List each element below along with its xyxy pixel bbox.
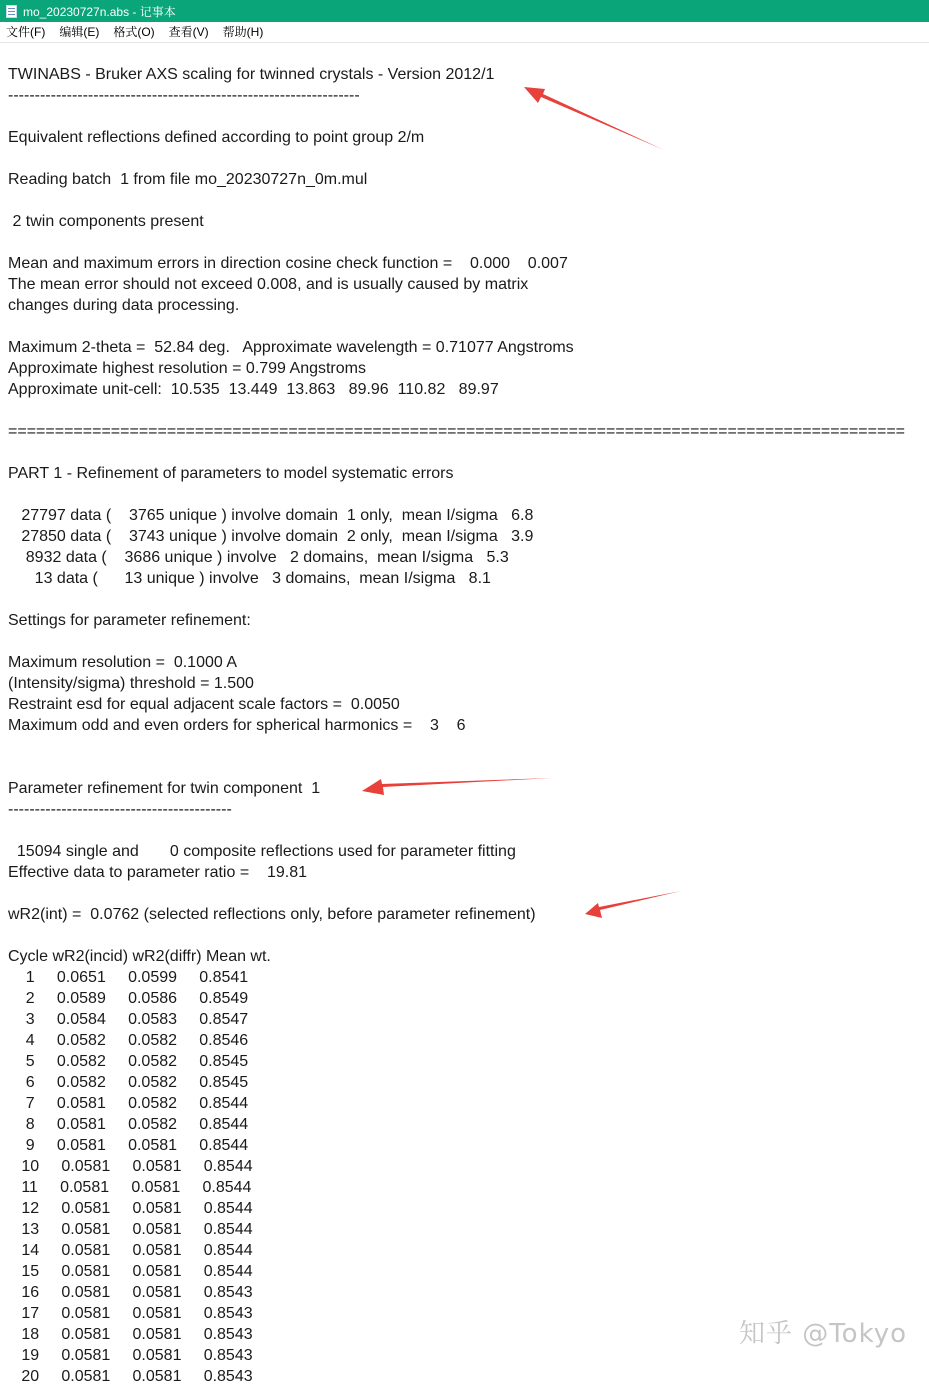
text-line: 13 0.0581 0.0581 0.8544 bbox=[8, 1221, 253, 1238]
menu-format[interactable]: 格式(O) bbox=[113, 25, 155, 39]
text-line: Cycle wR2(incid) wR2(diffr) Mean wt. bbox=[8, 948, 271, 965]
text-line: Equivalent reflections defined according to point group 2/m bbox=[8, 129, 425, 146]
text-line: 4 0.0582 0.0582 0.8546 bbox=[8, 1032, 249, 1049]
menu-help[interactable]: 帮助(H) bbox=[222, 25, 264, 39]
text-line: Maximum odd and even orders for spherical harmonics = 3 6 bbox=[8, 717, 466, 734]
text-line: ------------------------------------------ bbox=[8, 801, 232, 818]
text-line: 15 0.0581 0.0581 0.8544 bbox=[8, 1263, 253, 1280]
text-line bbox=[8, 589, 929, 610]
text-line: 7 0.0581 0.0582 0.8544 bbox=[8, 1095, 249, 1112]
text-line bbox=[8, 442, 929, 463]
text-line: 12 0.0581 0.0581 0.8544 bbox=[8, 1200, 253, 1217]
text-line: TWINABS - Bruker AXS scaling for twinned crystals - Version 2012/1 bbox=[8, 66, 495, 83]
text-line: 19 0.0581 0.0581 0.8543 bbox=[8, 1347, 253, 1364]
watermark: 知乎 @Tokyo bbox=[738, 1319, 907, 1349]
text-editor-area[interactable] bbox=[8, 64, 929, 1385]
text-line bbox=[8, 820, 929, 841]
text-line bbox=[8, 148, 929, 169]
menu-view[interactable]: 查看(V) bbox=[168, 25, 209, 39]
text-line bbox=[8, 232, 929, 253]
text-line: 2 0.0589 0.0586 0.8549 bbox=[8, 990, 249, 1007]
text-line bbox=[8, 106, 929, 127]
text-line: changes during data processing. bbox=[8, 297, 240, 314]
text-line bbox=[8, 190, 929, 211]
text-line: Settings for parameter refinement: bbox=[8, 612, 251, 629]
text-line bbox=[8, 736, 929, 757]
text-line: 27850 data ( 3743 unique ) involve domain 2 only, mean I/sigma 3.9 bbox=[8, 528, 534, 545]
text-line: (Intensity/sigma) threshold = 1.500 bbox=[8, 675, 254, 692]
text-line: 9 0.0581 0.0581 0.8544 bbox=[8, 1137, 249, 1154]
text-line: 6 0.0582 0.0582 0.8545 bbox=[8, 1074, 249, 1091]
text-line: 20 0.0581 0.0581 0.8543 bbox=[8, 1368, 253, 1385]
text-line: 11 0.0581 0.0581 0.8544 bbox=[8, 1179, 252, 1196]
text-line: 16 0.0581 0.0581 0.8543 bbox=[8, 1284, 253, 1301]
text-line: Maximum 2-theta = 52.84 deg. Approximate wavelength = 0.71077 Angstroms bbox=[8, 339, 574, 356]
text-line: Restraint esd for equal adjacent scale factors = 0.0050 bbox=[8, 696, 400, 713]
text-line: Maximum resolution = 0.1000 A bbox=[8, 654, 238, 671]
text-line: Approximate unit-cell: 10.535 13.449 13.863 89.96 110.82 89.97 bbox=[8, 381, 499, 398]
menu-file[interactable]: 文件(F) bbox=[6, 25, 46, 39]
text-line: ================================================================================================ bbox=[8, 423, 905, 440]
text-line bbox=[8, 631, 929, 652]
text-line: 3 0.0584 0.0583 0.8547 bbox=[8, 1011, 249, 1028]
text-line bbox=[8, 925, 929, 946]
notepad-icon bbox=[6, 5, 17, 18]
text-line: 17 0.0581 0.0581 0.8543 bbox=[8, 1305, 253, 1322]
text-line: 18 0.0581 0.0581 0.8543 bbox=[8, 1326, 253, 1343]
text-line bbox=[8, 883, 929, 904]
text-line: ------------------------------------------------------------------ bbox=[8, 87, 360, 104]
window-titlebar[interactable] bbox=[0, 0, 929, 22]
text-line: 1 0.0651 0.0599 0.8541 bbox=[8, 969, 249, 986]
text-line bbox=[8, 757, 929, 778]
menu-bar bbox=[0, 22, 929, 43]
text-line: 8 0.0581 0.0582 0.8544 bbox=[8, 1116, 249, 1133]
text-line: Approximate highest resolution = 0.799 Angstroms bbox=[8, 360, 366, 377]
text-line bbox=[8, 400, 929, 421]
text-line bbox=[8, 484, 929, 505]
text-line: Parameter refinement for twin component 1 bbox=[8, 780, 321, 797]
text-line: 5 0.0582 0.0582 0.8545 bbox=[8, 1053, 249, 1070]
text-line: 27797 data ( 3765 unique ) involve domain 1 only, mean I/sigma 6.8 bbox=[8, 507, 534, 524]
text-line: 8932 data ( 3686 unique ) involve 2 domains, mean I/sigma 5.3 bbox=[8, 549, 509, 566]
window-title: mo_20230727n.abs - 记事本 bbox=[23, 4, 176, 19]
text-line: PART 1 - Refinement of parameters to model systematic errors bbox=[8, 465, 454, 482]
text-line: 13 data ( 13 unique ) involve 3 domains, mean I/sigma 8.1 bbox=[8, 570, 491, 587]
menu-edit[interactable]: 编辑(E) bbox=[59, 25, 100, 39]
text-line: Reading batch 1 from file mo_20230727n_0m.mul bbox=[8, 171, 368, 188]
text-line: wR2(int) = 0.0762 (selected reflections only, before parameter refinement) bbox=[8, 906, 536, 923]
text-line bbox=[8, 316, 929, 337]
text-line: Effective data to parameter ratio = 19.81 bbox=[8, 864, 307, 881]
text-line: 14 0.0581 0.0581 0.8544 bbox=[8, 1242, 253, 1259]
text-line: The mean error should not exceed 0.008, and is usually caused by matrix bbox=[8, 276, 529, 293]
text-line: 2 twin components present bbox=[8, 213, 204, 230]
text-line: 15094 single and 0 composite reflections used for parameter fitting bbox=[8, 843, 516, 860]
text-line: 10 0.0581 0.0581 0.8544 bbox=[8, 1158, 253, 1175]
text-line: Mean and maximum errors in direction cosine check function = 0.000 0.007 bbox=[8, 255, 568, 272]
